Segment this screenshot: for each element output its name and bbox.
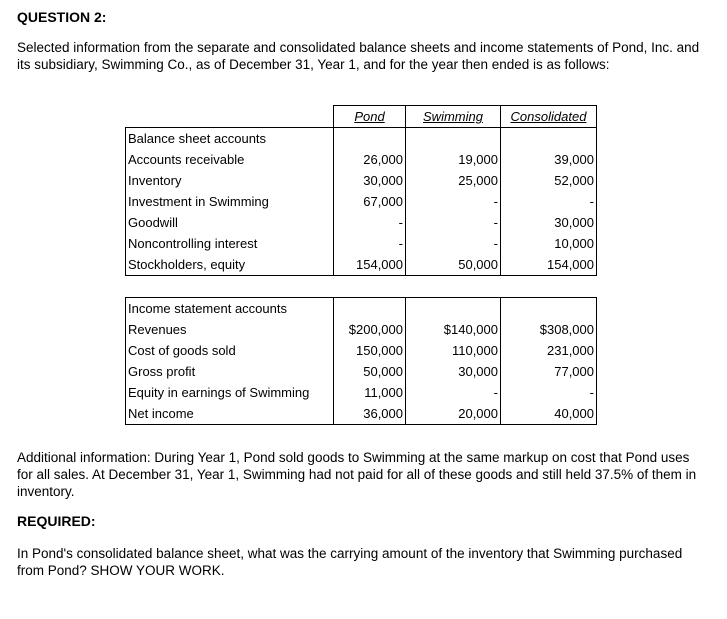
pond-value: 154,000 (334, 254, 406, 276)
consolidated-value: 40,000 (501, 403, 597, 425)
table-row (126, 170, 597, 191)
table-row (126, 191, 597, 212)
pond-value: 26,000 (334, 149, 406, 170)
table-row (126, 254, 597, 276)
empty-cell (501, 128, 597, 150)
header-consolidated: Consolidated (501, 106, 597, 128)
pond-value: 30,000 (334, 170, 406, 191)
swimming-value: - (406, 212, 501, 233)
table-row (126, 319, 597, 340)
financial-table (125, 105, 597, 425)
swimming-value: 20,000 (406, 403, 501, 425)
row-label: Net income (126, 403, 334, 425)
section-label-row (126, 298, 597, 320)
swimming-value: 25,000 (406, 170, 501, 191)
swimming-value: 110,000 (406, 340, 501, 361)
question-title: QUESTION 2: (17, 9, 107, 25)
empty-cell (334, 128, 406, 150)
row-label: Investment in Swimming (126, 191, 334, 212)
pond-value: 67,000 (334, 191, 406, 212)
consolidated-value: - (501, 191, 597, 212)
consolidated-value: 154,000 (501, 254, 597, 276)
swimming-value: - (406, 382, 501, 403)
pond-value: - (334, 212, 406, 233)
question-intro: Selected information from the separate and consolidated balance sheets and income statements of Pond, Inc. and its subsidiary, Swimming Co., as of December 31, Year 1, and for the year then ended is as follows: (17, 40, 700, 72)
empty-cell (501, 298, 597, 320)
row-label: Inventory (126, 170, 334, 191)
consolidated-value: 10,000 (501, 233, 597, 254)
section-label-row (126, 128, 597, 150)
row-label: Goodwill (126, 212, 334, 233)
table-row (126, 212, 597, 233)
row-label: Revenues (126, 319, 334, 340)
required-text: In Pond's consolidated balance sheet, what was the carrying amount of the inventory that Swimming purchased from Pond? SHOW YOUR WORK. (17, 546, 683, 578)
row-label: Cost of goods sold (126, 340, 334, 361)
additional-information: Additional information: During Year 1, Pond sold goods to Swimming at the same markup on cost that Pond uses for all sales. At December 31, Year 1, Swimming had not paid for all of these goods and still held 37.5% of them in inventory. (17, 450, 697, 499)
table-row (126, 149, 597, 170)
consolidated-value: $308,000 (501, 319, 597, 340)
swimming-value: $140,000 (406, 319, 501, 340)
table-row (126, 361, 597, 382)
empty-cell (406, 298, 501, 320)
consolidated-value: - (501, 382, 597, 403)
consolidated-value: 39,000 (501, 149, 597, 170)
empty-cell (406, 128, 501, 150)
consolidated-value: 30,000 (501, 212, 597, 233)
consolidated-value: 52,000 (501, 170, 597, 191)
row-label: Equity in earnings of Swimming (126, 382, 334, 403)
header-pond: Pond (334, 106, 406, 128)
table-row (126, 233, 597, 254)
section-label: Balance sheet accounts (126, 128, 334, 150)
table-row (126, 382, 597, 403)
balance-sheet-section (126, 128, 597, 276)
row-label: Accounts receivable (126, 149, 334, 170)
swimming-value: 50,000 (406, 254, 501, 276)
pond-value: 50,000 (334, 361, 406, 382)
consolidated-value: 77,000 (501, 361, 597, 382)
pond-value: 150,000 (334, 340, 406, 361)
pond-value: 11,000 (334, 382, 406, 403)
swimming-value: 19,000 (406, 149, 501, 170)
swimming-value: 30,000 (406, 361, 501, 382)
empty-cell (334, 298, 406, 320)
table-row (126, 403, 597, 425)
header-swimming: Swimming (406, 106, 501, 128)
row-label: Gross profit (126, 361, 334, 382)
table-header-row (126, 106, 597, 128)
income-statement-section (126, 298, 597, 425)
pond-value: 36,000 (334, 403, 406, 425)
row-label: Stockholders, equity (126, 254, 334, 276)
swimming-value: - (406, 233, 501, 254)
row-label: Noncontrolling interest (126, 233, 334, 254)
swimming-value: - (406, 191, 501, 212)
consolidated-value: 231,000 (501, 340, 597, 361)
section-label: Income statement accounts (126, 298, 334, 320)
table-row (126, 340, 597, 361)
pond-value: $200,000 (334, 319, 406, 340)
required-heading: REQUIRED: (17, 513, 96, 529)
pond-value: - (334, 233, 406, 254)
